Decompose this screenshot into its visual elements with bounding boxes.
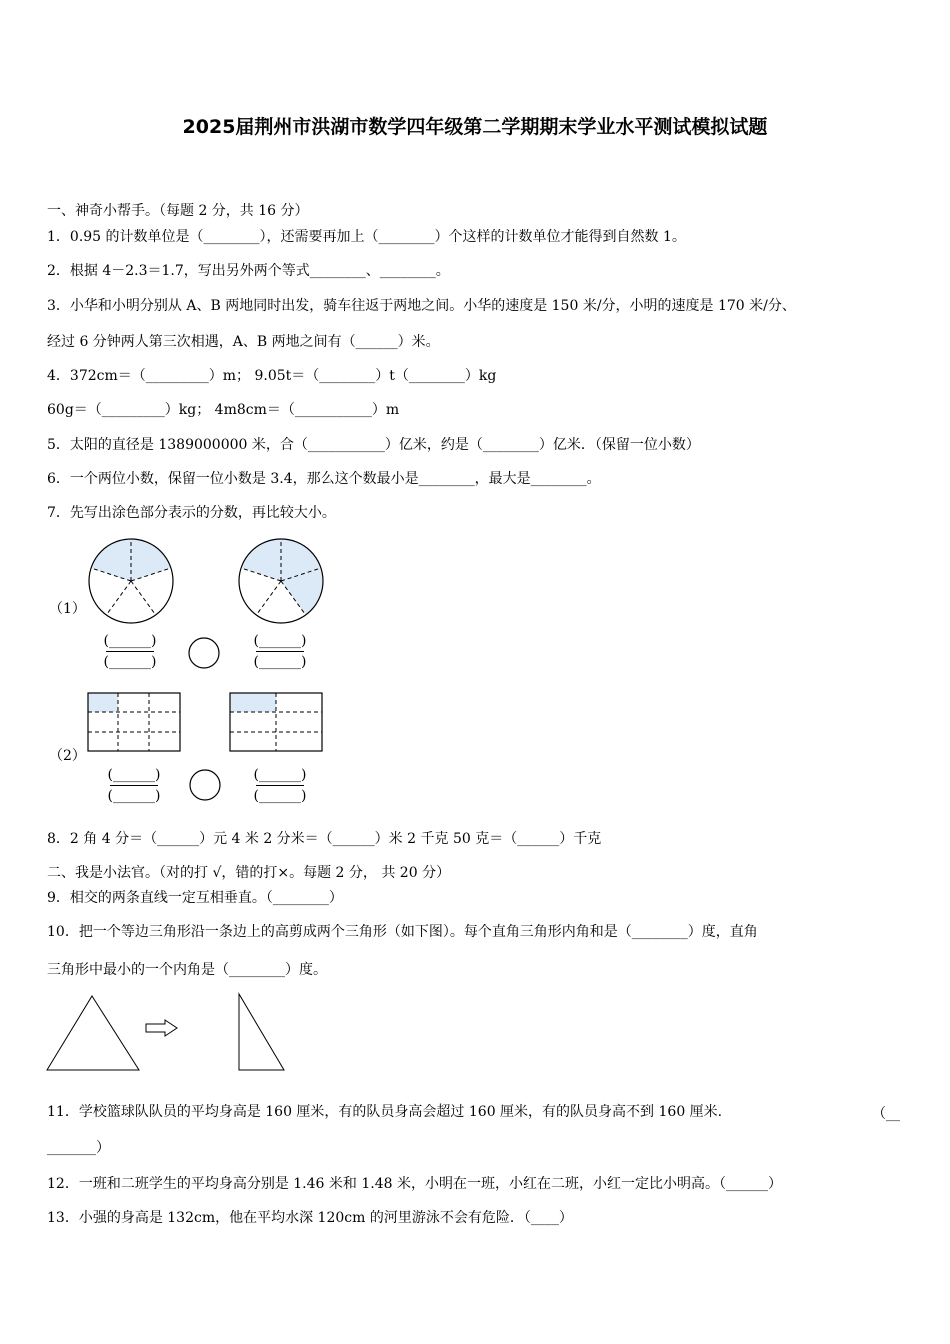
arrow-right-icon (145, 1019, 179, 1037)
question-1: 1．0.95 的计数单位是（________），还需要再加上（________）个这样的计数单位才能得到自然数 1。 (47, 229, 686, 245)
q7-label-2: （2） (49, 748, 86, 764)
compare-circle-2[interactable] (188, 768, 222, 802)
question-8: 8．2 角 4 分＝（______）元 4 米 2 分米＝（______）米 2 千克 50 克＝（______）千克 (47, 831, 602, 847)
rectangle-figure-left (88, 693, 182, 753)
question-10-line-1: 10．把一个等边三角形沿一条边上的高剪成两个三角形（如下图）。每个直角三角形内角和是（________）度，直角 (47, 924, 758, 940)
q7-label-1: （1） (49, 601, 86, 617)
circle-figure-right (236, 536, 326, 626)
question-11-blank-start[interactable]: （__ (872, 1106, 900, 1122)
question-9: 9．相交的两条直线一定互相垂直。（________） (47, 890, 343, 906)
fraction-blank-1 (100, 632, 160, 671)
right-triangle-figure (236, 992, 286, 1072)
circle-figure-left (86, 536, 176, 626)
equilateral-triangle-figure (45, 994, 141, 1072)
denominator-blank[interactable]: (______) (253, 654, 307, 670)
question-4-line-2: 60g＝（_________）kg； 4m8cm＝（___________）m (47, 402, 400, 418)
fraction-blank-2 (250, 632, 310, 671)
denominator-blank[interactable]: (______) (103, 654, 157, 670)
denominator-blank[interactable]: (______) (253, 788, 307, 804)
question-12: 12．一班和二班学生的平均身高分别是 1.46 米和 1.48 米，小明在一班，小红在二班，小红一定比小明高。（______） (47, 1176, 782, 1192)
question-3-line-2: 经过 6 分钟两人第三次相遇，A、B 两地之间有（______）米。 (47, 334, 440, 350)
numerator-blank[interactable]: (______) (103, 633, 157, 649)
fraction-bar (106, 651, 154, 652)
question-2: 2．根据 4－2.3＝1.7，写出另外两个等式________、________。 (47, 263, 450, 279)
section-2-heading: 二、我是小法官。（对的打 √，错的打×。每题 2 分， 共 20 分） (47, 865, 451, 881)
fraction-bar (110, 785, 158, 786)
question-4-line-1: 4．372cm＝（_________）m； 9.05t＝（________）t（________）kg (47, 368, 497, 384)
denominator-blank[interactable]: (______) (107, 788, 161, 804)
numerator-blank[interactable]: (______) (253, 633, 307, 649)
compare-circle-1[interactable] (187, 636, 221, 670)
question-11-line-1: 11．学校篮球队队员的平均身高是 160 厘米，有的队员身高会超过 160 厘米，有的队员身高不到 160 厘米. (47, 1104, 723, 1120)
fraction-blank-4 (250, 766, 310, 805)
question-10-line-2: 三角形中最小的一个内角是（________）度。 (47, 962, 327, 978)
question-11-line-2: _______） (47, 1140, 110, 1156)
fraction-bar (256, 785, 304, 786)
question-6: 6．一个两位小数，保留一位小数是 3.4，那么这个数最小是________，最大是________。 (47, 471, 601, 487)
section-1-heading: 一、神奇小帮手。（每题 2 分，共 16 分） (47, 203, 309, 219)
numerator-blank[interactable]: (______) (107, 767, 161, 783)
fraction-blank-3 (104, 766, 164, 805)
question-7: 7．先写出涂色部分表示的分数，再比较大小。 (47, 505, 336, 521)
question-3-line-1: 3．小华和小明分别从 A、B 两地同时出发，骑车往返于两地之间。小华的速度是 150 米/分，小明的速度是 170 米/分、 (47, 298, 796, 314)
rectangle-figure-right (230, 693, 324, 753)
numerator-blank[interactable]: (______) (253, 767, 307, 783)
question-5: 5．太阳的直径是 1389000000 米，合（___________）亿米，约是（________）亿米．（保留一位小数） (47, 437, 700, 453)
page-title: 2025届荆州市洪湖市数学四年级第二学期期末学业水平测试模拟试题 (182, 116, 768, 138)
fraction-bar (256, 651, 304, 652)
question-13: 13．小强的身高是 132cm，他在平均水深 120cm 的河里游泳不会有危险．（____） (47, 1210, 573, 1226)
